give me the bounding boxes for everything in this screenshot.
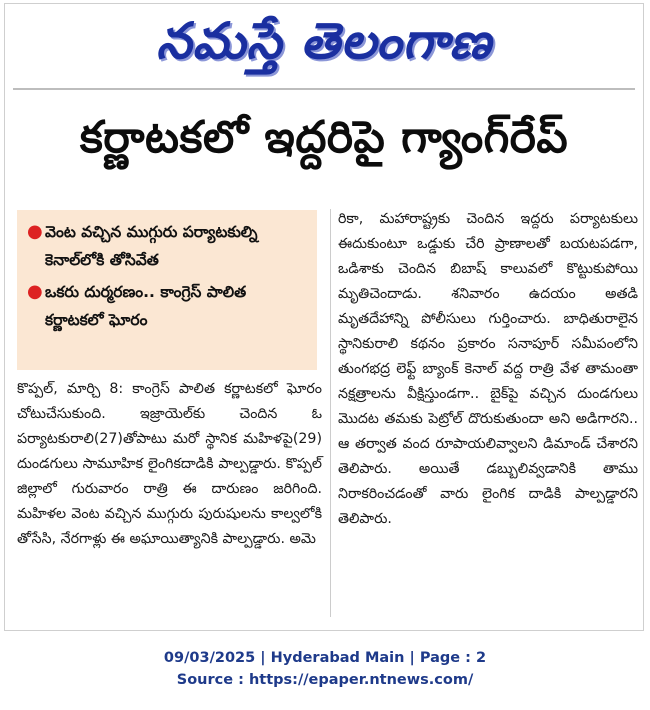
highlights-box: [17, 210, 317, 370]
newspaper-masthead: నమస్తే తెలంగాణ: [156, 12, 492, 70]
highlight-text: ఒకరు దుర్మరణం.. కాంగ్రెస్ పాలిత కర్ణాటకలో ఘోరం: [45, 283, 247, 329]
masthead-rule: [13, 88, 635, 90]
article-headline: కర్ణాటకలో ఇద్దరిపై గ్యాంగ్‌రేప్: [79, 112, 569, 163]
article-body-right: రికా, మహారాష్ట్రకు చెందిన ఇద్దరు పర్యాటకులు ఈదుకుంటూ ఒడ్డుకు చేరి ప్రాణాలతో బయటపడగా, ఒడిశాకు చెందిన బిబాష్ కాలువలో కొట్టుకుపోయి మృతిచెందాడు. శనివారం ఉదయం అతడి మృతదేహాన్ని పోలీసులు గుర్తించారు. బాధితురాలైన స్థానికురాలి కథనం ప్రకారం సనాపూర్ సమీపంలోని తుంగభద్ర లెఫ్ట్ బ్యాంక్ కెనాల్ వద్ద రాత్రి వేళ తామంతా నక్షత్రాలను వీక్షిస్తుండగా.. బైక్‌పై వచ్చిన దుండగులు మొదట తమకు పెట్రోల్ దొరుకుతుందా అని అడిగారని.. ఆ తర్వాత వంద రూపాయలివ్వాలని డిమాండ్ చేశారని తెలిపారు. అయితే డబ్బులివ్వడానికి తాము నిరాకరించడంతో వారు లైంగిక దాడికి పాల్పడ్డారని తెలిపారు.: [338, 211, 638, 527]
highlight-item: [27, 218, 309, 274]
article-column-right: [338, 207, 638, 532]
newspaper-clipping: [4, 3, 644, 631]
bullet-icon: ●: [27, 221, 43, 242]
article-body-left: కొప్పల్, మార్చి 8: కాంగ్రెస్ పాలిత కర్ణాటకలో ఘోరం చోటుచేసుకుంది. ఇజ్రాయెల్‌కు చెందిన ఓ పర్యాటకురాలి(27)తోపాటు మరో స్థానిక మహిళపై(29) దుండగులు సామూహిక లైంగికదాడికి పాల్పడ్డారు. కొప్పల్ జిల్లాలో గురువారం రాత్రి ఈ దారుణం జరిగింది. మహిళల వెంట వచ్చిన ముగ్గురు పురుషులను కాల్వలోకి తోసేసి, నేరగాళ్లు ఈ అఘాయిత్యానికి పాల్పడ్డారు. అమె: [17, 381, 322, 547]
column-divider: [330, 209, 331, 617]
bullet-icon: ●: [27, 281, 43, 302]
article-column-left: [17, 377, 322, 552]
highlight-text: వెంట వచ్చిన ముగ్గురు పర్యాటకుల్ని కెనాల్‌లోకి తోసివేత: [45, 223, 258, 269]
source-link[interactable]: Source : https://epaper.ntnews.com/: [176, 672, 474, 688]
edition-info: 09/03/2025 | Hyderabad Main | Page : 2: [163, 650, 487, 666]
highlight-item: [27, 278, 309, 334]
